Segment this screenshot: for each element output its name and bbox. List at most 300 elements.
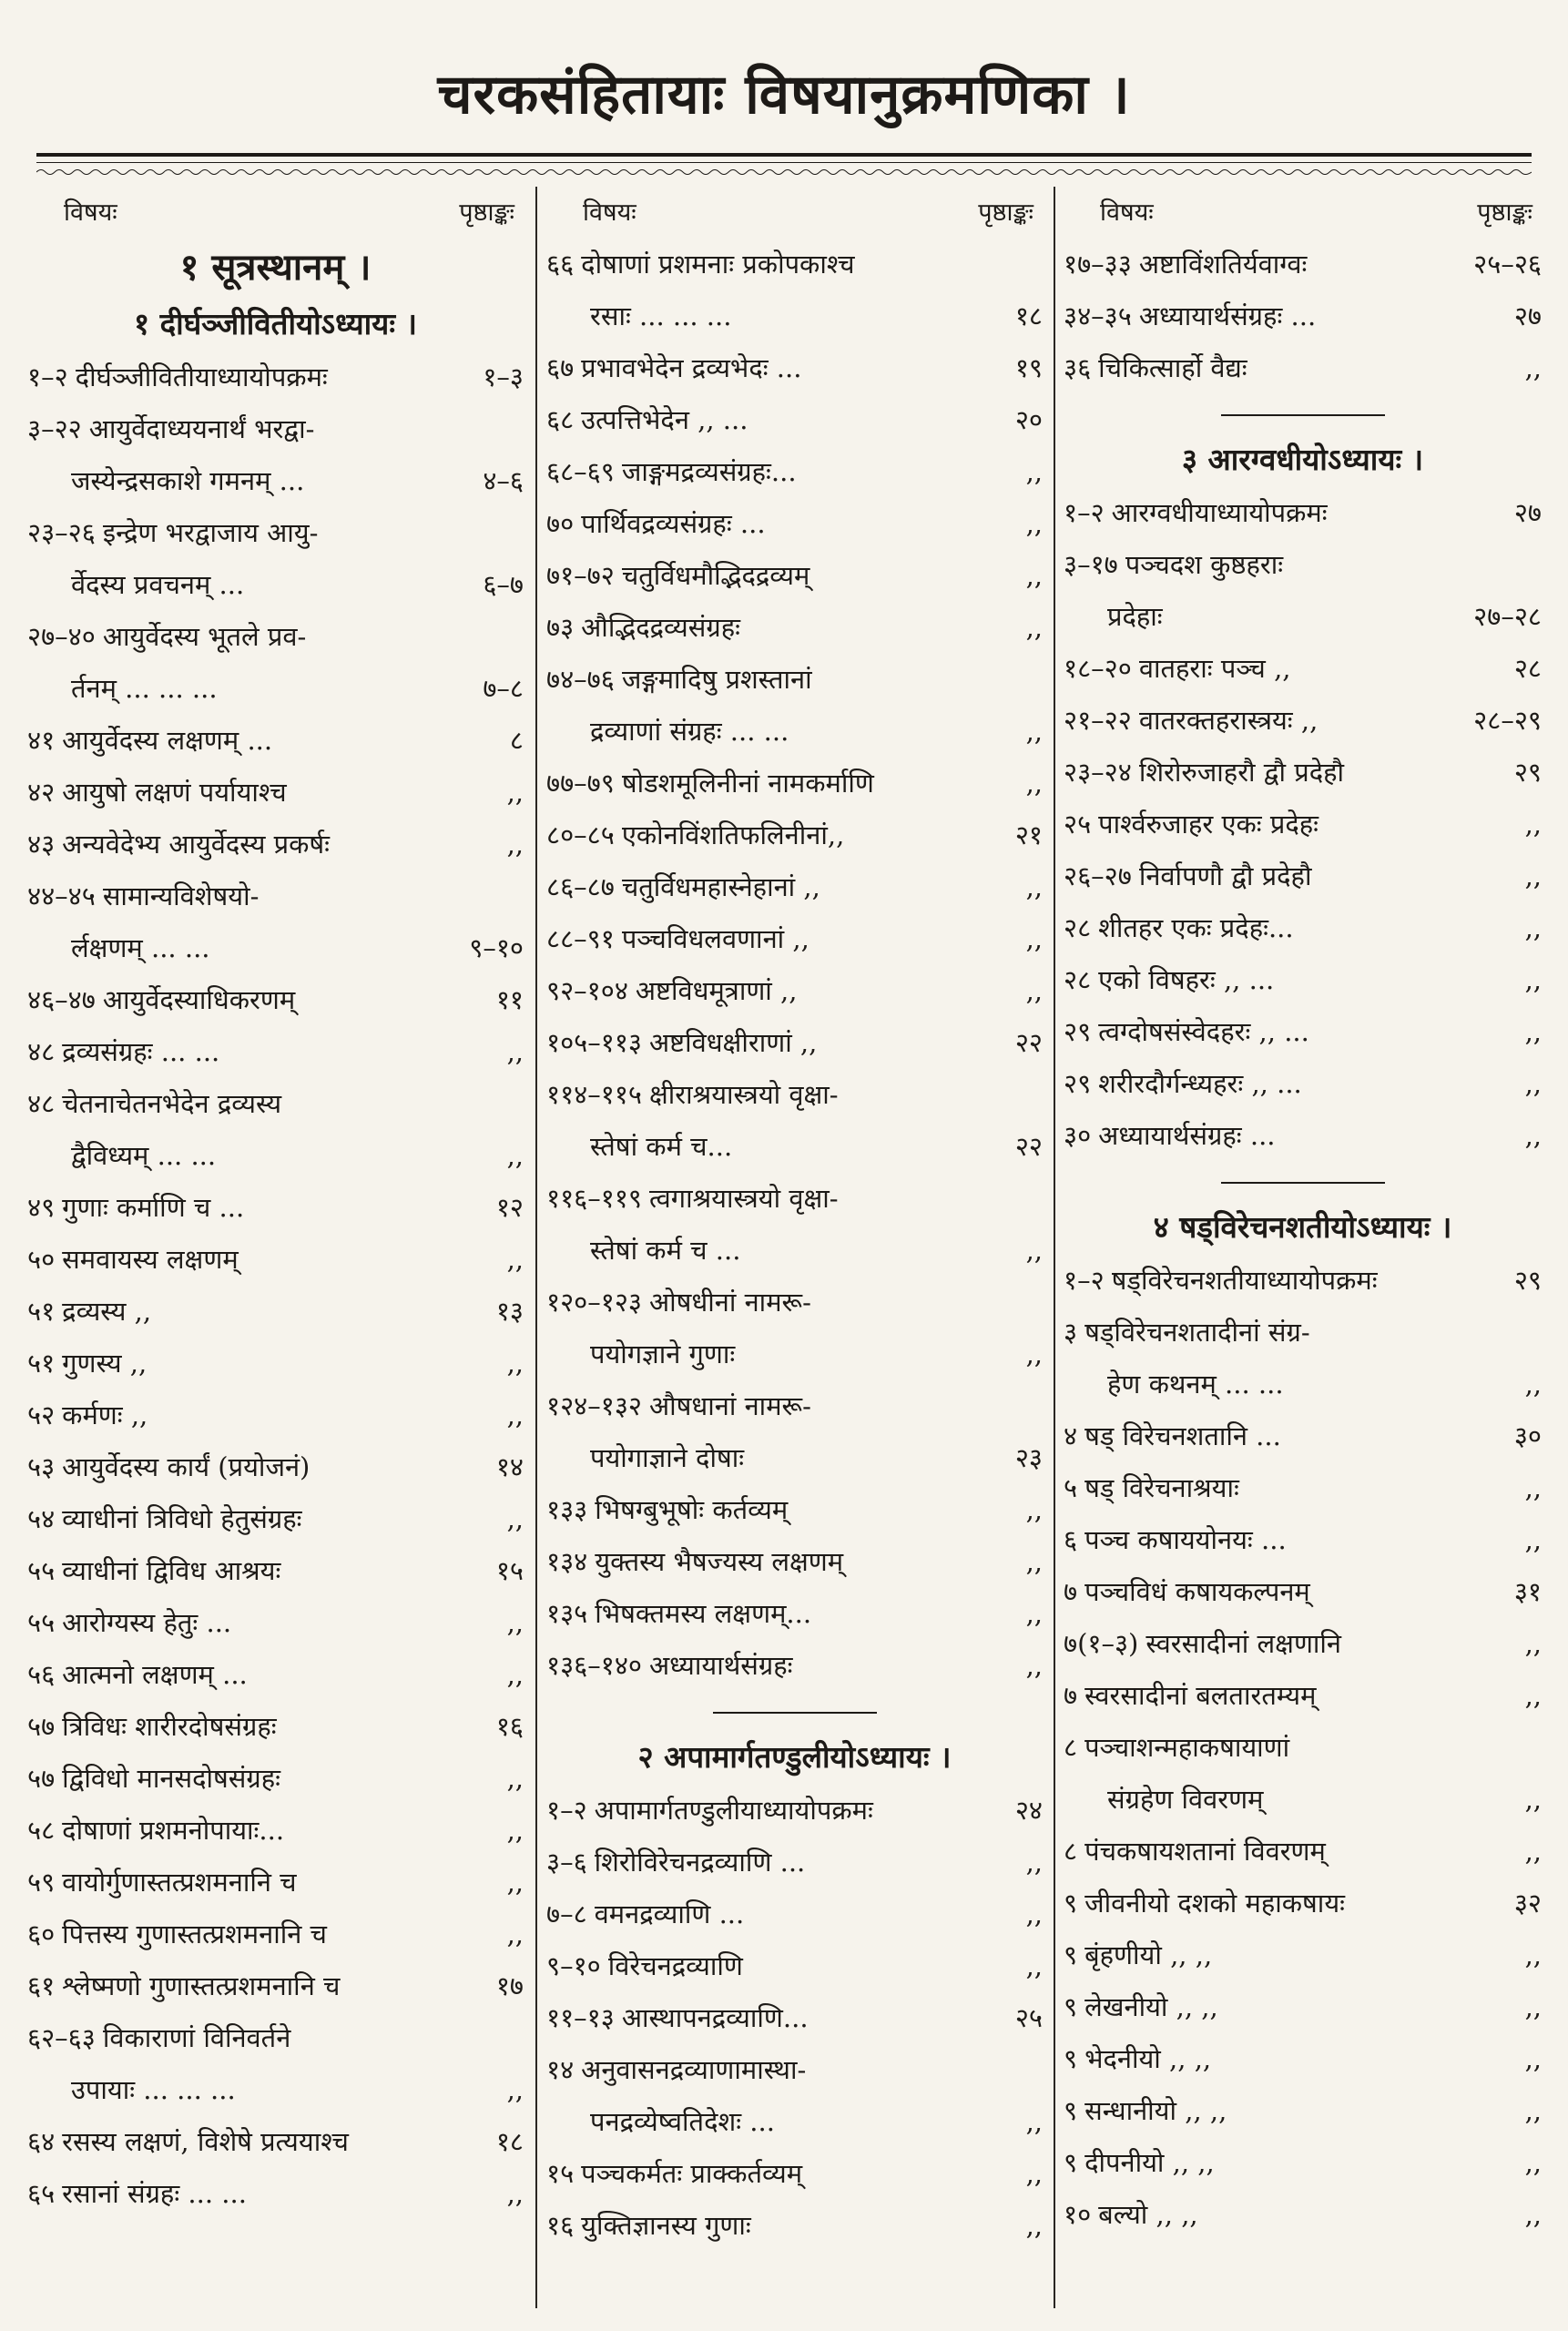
verse-range: १२४–१३२	[546, 1390, 642, 1421]
index-entry	[546, 1017, 1043, 1069]
page-number: २५–२६	[1473, 249, 1542, 280]
topic-text: अध्यायार्थसंग्रहः	[648, 1650, 793, 1681]
page-number: १२	[495, 1192, 524, 1223]
index-entry	[1064, 290, 1542, 342]
subject-heading: विषयः	[583, 198, 636, 227]
index-entry	[546, 550, 1043, 602]
verse-range: १८–२०	[1064, 653, 1132, 684]
verse-range: ४२	[27, 777, 56, 808]
topic-text: पञ्चविधं कषायकल्पनम्	[1084, 1576, 1310, 1607]
page-number: ,,	[1025, 1650, 1043, 1681]
page-number: ४–६	[483, 465, 524, 496]
page-heading: पृष्ठाङ्कः	[459, 198, 514, 227]
section-title: १ सूत्रस्थानम् ।	[179, 246, 372, 289]
topic-text: पञ्चाशन्महाकषायाणां	[1084, 1732, 1290, 1763]
index-entry	[1064, 1255, 1542, 1307]
verse-range: ५७	[27, 1711, 56, 1742]
topic-text: निर्वापणौ द्वौ प्रदेहौ	[1138, 860, 1312, 891]
topic-text: आयुर्वेदस्य भूतले प्रव-	[102, 621, 307, 652]
index-entry	[1064, 1359, 1542, 1410]
verse-range: ४	[1064, 1420, 1078, 1451]
page-number: ,,	[506, 1867, 524, 1898]
page-number: ,,	[1524, 2043, 1542, 2074]
topic-text: चेतनाचेतनभेदेन द्रव्यस्य	[62, 1088, 282, 1119]
topic-text: सन्धानीयो ,, ,,	[1084, 2095, 1227, 2126]
page-number: ,,	[1025, 768, 1043, 799]
topic-text: रसाः ... ... ...	[590, 300, 732, 331]
index-entry	[27, 974, 524, 1026]
index-entry	[27, 403, 524, 455]
page-number: ,,	[1025, 1847, 1043, 1878]
verse-range: ३	[1064, 1317, 1078, 1348]
verse-range: २९	[1064, 1068, 1092, 1099]
topic-text: भिषग्बुभूषोः कर्तव्यम्	[595, 1494, 789, 1525]
verse-range: १५	[546, 2158, 575, 2189]
index-entry	[546, 342, 1043, 394]
page-number: ,,	[506, 1400, 524, 1430]
index-entry	[546, 2044, 1043, 2096]
index-entry	[546, 1380, 1043, 1432]
verse-range: ७१–७२	[546, 560, 615, 591]
topic-text: युक्तस्य भैषज्यस्य लक्षणम्	[595, 1546, 844, 1577]
page-number: २१	[1014, 819, 1043, 850]
verse-range: ८	[1064, 1836, 1078, 1867]
topic-text: अनुवासनद्रव्याणामास्था-	[581, 2054, 807, 2085]
verse-range: ६१	[27, 1970, 56, 2001]
index-entry	[1064, 2189, 1542, 2241]
index-entry	[1064, 342, 1542, 394]
index-entry	[1064, 2085, 1542, 2137]
topic-text: वमनद्रव्याणि ...	[594, 1898, 745, 1929]
verse-range: १६	[546, 2210, 575, 2241]
verse-range: ३–१७	[1064, 549, 1118, 580]
topic-text: जङ्गमादिषु प्रशस्तानां	[621, 664, 812, 695]
index-entry	[27, 922, 524, 974]
index-entry	[546, 1888, 1043, 1940]
verse-range: २५	[1064, 809, 1092, 840]
topic-text: चतुर्विधमौद्भिदद्रव्यम्	[621, 560, 810, 591]
verse-range: ६	[1064, 1524, 1078, 1555]
page-number: १–३	[483, 361, 524, 392]
verse-range: ४१	[27, 725, 56, 756]
verse-range: १३५	[546, 1598, 588, 1629]
index-entry	[546, 654, 1043, 706]
entry-list	[1064, 487, 1542, 1162]
topic-text: अष्टविधक्षीराणां ,,	[648, 1027, 818, 1058]
index-entry	[546, 1432, 1043, 1484]
index-entry	[27, 2012, 524, 2064]
topic-text: शीतहर एकः प्रदेहः...	[1098, 912, 1294, 943]
verse-range: ९	[1064, 2147, 1078, 2178]
verse-range: ७	[1064, 1576, 1078, 1607]
topic-text: वातहराः पञ्च ,,	[1138, 653, 1291, 684]
index-entry	[1064, 1110, 1542, 1162]
topic-text: एकोनविंशतिफलिनीनां,,	[621, 819, 845, 850]
page-number: २३	[1014, 1442, 1043, 1473]
header-rule-wavy	[36, 168, 1532, 177]
topic-text: भिषक्तमस्य लक्षणम्...	[595, 1598, 812, 1629]
topic-text: पञ्च कषाययोनयः ...	[1084, 1524, 1287, 1555]
page-number: १६	[495, 1711, 524, 1742]
topic-text: दीर्घञ्जीवितीयाध्यायोपक्रमः	[75, 361, 328, 392]
verse-range: ७०	[546, 508, 575, 539]
index-entry	[546, 1328, 1043, 1380]
page-number: ,,	[1524, 1836, 1542, 1867]
page-number: ,,	[506, 829, 524, 860]
index-entry	[1064, 643, 1542, 695]
verse-range: ८०–८५	[546, 819, 615, 850]
index-entry	[27, 870, 524, 922]
index-entry	[546, 861, 1043, 913]
entry-list	[1064, 239, 1542, 394]
page-number: १५	[495, 1555, 524, 1586]
index-entry	[546, 1588, 1043, 1640]
verse-range: ७(१–३)	[1064, 1628, 1139, 1659]
index-entry	[1064, 2033, 1542, 2085]
verse-range: ९	[1064, 1991, 1078, 2022]
index-entry	[27, 1545, 524, 1597]
topic-text: द्विविधो मानसदोषसंग्रहः	[62, 1763, 280, 1794]
page-number: ,,	[1524, 1991, 1542, 2022]
topic-text: स्तेषां कर्म च ...	[590, 1235, 741, 1266]
page-number: ,,	[1524, 1784, 1542, 1815]
page-number: ,,	[1524, 1369, 1542, 1400]
index-entry	[27, 351, 524, 403]
topic-text: अध्यायार्थसंग्रहः ...	[1138, 300, 1317, 331]
verse-range: ५६	[27, 1659, 56, 1690]
topic-text: जाङ्गमद्रव्यसंग्रहः...	[621, 456, 797, 487]
topic-text: आस्थापनद्रव्याणि...	[621, 2002, 809, 2033]
chapter-separator	[1221, 414, 1385, 416]
index-entry	[546, 290, 1043, 342]
page-number: १९	[1014, 352, 1043, 383]
verse-range: ३६	[1064, 352, 1092, 383]
page-number: ,,	[506, 777, 524, 808]
page-number: ,,	[1524, 964, 1542, 995]
page-number: ,,	[1025, 2210, 1043, 2241]
index-entry	[27, 1286, 524, 1338]
topic-text: रसस्य लक्षणं, विशेषे प्रत्ययाश्च	[62, 2126, 349, 2157]
verse-range: ६५	[27, 2178, 56, 2209]
verse-range: ७४–७६	[546, 664, 615, 695]
page-number: १८	[495, 2126, 524, 2157]
index-entry	[27, 819, 524, 870]
page-number: ,,	[506, 2178, 524, 2209]
verse-range: ६४	[27, 2126, 56, 2157]
topic-text: प्रभावभेदेन द्रव्यभेदः ...	[581, 352, 802, 383]
verse-range: २१–२२	[1064, 705, 1132, 736]
index-entry	[1064, 1462, 1542, 1514]
page-number: ,,	[1025, 1235, 1043, 1266]
topic-text: सामान्यविशेषयो-	[102, 880, 260, 911]
page-number: १४	[495, 1451, 524, 1482]
topic-text: लेखनीयो ,, ,,	[1084, 1991, 1218, 2022]
verse-range: २६–२७	[1064, 860, 1132, 891]
page-number: २९	[1513, 1265, 1542, 1296]
verse-range: ६६	[546, 249, 575, 280]
page-number: ,,	[506, 1763, 524, 1794]
verse-range: ११४–११५	[546, 1079, 642, 1110]
entry-list	[1064, 1255, 1542, 2241]
index-entry	[546, 1277, 1043, 1328]
entry-list	[546, 1785, 1043, 2252]
index-entry	[27, 1597, 524, 1649]
page-number: १७	[495, 1970, 524, 2001]
verse-range: ४६–४७	[27, 984, 96, 1015]
index-entry	[1064, 1307, 1542, 1359]
verse-range: ५५	[27, 1607, 56, 1638]
verse-range: ११६–११९	[546, 1183, 642, 1214]
verse-range: १३३	[546, 1494, 588, 1525]
topic-text: पार्श्वरुजाहर एकः प्रदेहः	[1098, 809, 1319, 840]
index-entry	[546, 2148, 1043, 2200]
topic-text: विकाराणां विनिवर्तने	[102, 2022, 291, 2053]
topic-text: स्वरसादीनां लक्षणानि	[1145, 1628, 1342, 1659]
index-entry	[27, 663, 524, 715]
index-entry	[546, 1992, 1043, 2044]
index-entry	[546, 2096, 1043, 2148]
page-number: ,,	[1524, 1472, 1542, 1503]
page-number: ,,	[1524, 1524, 1542, 1555]
index-entry	[1064, 1006, 1542, 1058]
topic-text: आरोग्यस्य हेतुः ...	[62, 1607, 232, 1638]
page-number: ,,	[1524, 2147, 1542, 2178]
page-number: ,,	[506, 2074, 524, 2105]
page-number: ,,	[1025, 456, 1043, 487]
verse-range: ८	[1064, 1732, 1078, 1763]
subject-heading: विषयः	[64, 198, 117, 227]
index-entry	[546, 602, 1043, 654]
entry-list	[27, 351, 524, 2220]
topic-text: वातरक्तहरास्त्रयः ,,	[1138, 705, 1319, 736]
page-number: २८–२९	[1473, 705, 1542, 736]
index-entry	[1064, 695, 1542, 747]
verse-range: ५१	[27, 1348, 56, 1379]
index-entry	[27, 1078, 524, 1130]
topic-text: उत्पत्तिभेदेन ,, ...	[581, 404, 748, 435]
topic-text: अपामार्गतण्डुलीयाध्यायोपक्रमः	[594, 1795, 873, 1826]
verse-range: ५३	[27, 1451, 56, 1482]
index-entry	[546, 1225, 1043, 1277]
index-entry	[546, 1069, 1043, 1121]
index-column-3	[1064, 187, 1542, 2308]
topic-text: षड्विरेचनशतीयाध्यायोपक्रमः	[1111, 1265, 1378, 1296]
verse-range: ५४	[27, 1503, 56, 1534]
topic-text: चिकित्सार्हो वैद्यः	[1098, 352, 1247, 383]
page-number: ,,	[1025, 871, 1043, 902]
page-number: ,,	[506, 1348, 524, 1379]
page-number: ,,	[1524, 1016, 1542, 1047]
index-entry	[27, 1389, 524, 1441]
page-number: ,,	[506, 1503, 524, 1534]
verse-range: ९	[1064, 1888, 1078, 1919]
page-number: ,,	[1524, 2095, 1542, 2126]
page-number: २५	[1014, 2002, 1043, 2033]
index-entry	[1064, 1981, 1542, 2033]
topic-text: स्वरसादीनां बलतारतम्यम्	[1084, 1680, 1317, 1711]
verse-range: २८	[1064, 912, 1092, 943]
topic-text: कर्मणः ,,	[62, 1400, 148, 1430]
index-entry	[1064, 747, 1542, 799]
index-entry	[27, 1753, 524, 1805]
topic-text: पंचकषायशतानां विवरणम्	[1084, 1836, 1326, 1867]
index-entry	[546, 1785, 1043, 1837]
verse-range: ६७	[546, 352, 575, 383]
index-entry	[27, 2064, 524, 2116]
index-entry	[27, 1701, 524, 1753]
page-number: ,,	[1524, 912, 1542, 943]
subject-heading: विषयः	[1100, 198, 1154, 227]
topic-text: आयुर्वेदस्याधिकरणम्	[102, 984, 296, 1015]
index-entry	[546, 1121, 1043, 1173]
index-entry	[546, 446, 1043, 498]
verse-range: १–२	[1064, 1265, 1105, 1296]
verse-range: ९	[1064, 2095, 1078, 2126]
topic-text: षड्विरेचनशतादीनां संग्र-	[1084, 1317, 1310, 1348]
verse-range: ८६–८७	[546, 871, 615, 902]
verse-range: १३६–१४०	[546, 1650, 642, 1681]
topic-text: एको विषहरः ,, ...	[1098, 964, 1275, 995]
chapter-title: ४ षड्विरेचनशतीयोऽध्यायः ।	[1153, 1209, 1452, 1245]
index-entry	[546, 498, 1043, 550]
topic-text: व्याधीनां त्रिविधो हेतुसंग्रहः	[62, 1503, 302, 1534]
index-entry	[546, 706, 1043, 758]
topic-text: दीपनीयो ,, ,,	[1084, 2147, 1215, 2178]
verse-range: १–२	[1064, 497, 1105, 528]
topic-text: द्वैविध्यम् ... ...	[71, 1140, 217, 1171]
topic-text: वायोर्गुणास्तत्प्रशमनानि च	[62, 1867, 297, 1898]
index-entry	[1064, 1410, 1542, 1462]
page-number: १८	[1014, 300, 1043, 331]
page-number: ,,	[1025, 612, 1043, 643]
index-entry	[27, 1130, 524, 1182]
topic-text: बृंहणीयो ,, ,,	[1084, 1939, 1213, 1970]
page-number: ३१	[1513, 1576, 1542, 1607]
verse-range: १–२	[27, 361, 68, 392]
topic-text: पयोगज्ञाने गुणाः	[590, 1339, 736, 1369]
index-entry	[546, 913, 1043, 965]
index-entry	[546, 239, 1043, 290]
topic-text: दोषाणां प्रशमनाः प्रकोपकाश्च	[581, 249, 855, 280]
page-number: ९–१०	[469, 932, 524, 963]
verse-range: ८८–९१	[546, 923, 615, 954]
page-heading: पृष्ठाङ्कः	[978, 198, 1033, 227]
topic-text: युक्तिज्ञानस्य गुणाः	[581, 2210, 751, 2241]
verse-range: ४४–४५	[27, 880, 96, 911]
index-entry	[1064, 487, 1542, 539]
verse-range: १२०–१२३	[546, 1287, 642, 1318]
chapter-title: १ दीर्घञ्जीवितीयोऽध्यायः ।	[133, 306, 417, 341]
index-entry	[546, 1173, 1043, 1225]
index-entry	[27, 1857, 524, 1909]
verse-range: ४८	[27, 1088, 56, 1119]
page-number: २७	[1513, 300, 1542, 331]
page-number: ,,	[1524, 352, 1542, 383]
topic-text: भेदनीयो ,, ,,	[1084, 2043, 1212, 2074]
topic-text: श्लेष्मणो गुणास्तत्प्रशमनानि च	[62, 1970, 341, 2001]
verse-range: ५२	[27, 1400, 56, 1430]
column-header	[1064, 187, 1542, 239]
topic-text: शिरोरुजाहरौ द्वौ प्रदेहौ	[1138, 757, 1345, 788]
page-number: ,,	[506, 1607, 524, 1638]
page-number: ११	[495, 984, 524, 1015]
topic-text: रसानां संग्रहः ... ...	[62, 2178, 247, 2209]
column-divider	[535, 187, 537, 2308]
topic-text: जीवनीयो दशको महाकषायः	[1084, 1888, 1345, 1919]
page-number: ,,	[1524, 1680, 1542, 1711]
page-number: २२	[1014, 1131, 1043, 1162]
index-entry	[1064, 1722, 1542, 1774]
column-header	[546, 187, 1043, 239]
verse-range: ७३	[546, 612, 575, 643]
page-number: ,,	[1025, 1598, 1043, 1629]
verse-range: २३–२६	[27, 517, 96, 548]
index-entry	[1064, 1058, 1542, 1110]
page-number: ,,	[1025, 975, 1043, 1006]
chapter-title: २ अपामार्गतण्डुलीयोऽध्यायः ।	[637, 1739, 952, 1775]
page-number: २०	[1014, 404, 1043, 435]
verse-range: १–२	[546, 1795, 587, 1826]
verse-range: ६८	[546, 404, 575, 435]
topic-text: पयोगाज्ञाने दोषाः	[590, 1442, 745, 1473]
page-number: २४	[1014, 1795, 1043, 1826]
topic-text: उपायाः ... ... ...	[71, 2074, 236, 2105]
index-entry	[27, 1441, 524, 1493]
index-entry	[1064, 591, 1542, 643]
index-entry	[27, 1649, 524, 1701]
verse-range: ५१	[27, 1296, 56, 1327]
topic-text: आरग्वधीयाध्यायोपक्रमः	[1111, 497, 1328, 528]
topic-text: आयुर्वेदस्य कार्यं (प्रयोजनं)	[62, 1451, 311, 1482]
page-number: ,,	[1025, 508, 1043, 539]
topic-text: अन्यवेदेभ्य आयुर्वेदस्य प्रकर्षः	[62, 829, 331, 860]
verse-range: ४९	[27, 1192, 56, 1223]
topic-text: गुणस्य ,,	[62, 1348, 148, 1379]
topic-text: त्रिविधः शारीरदोषसंग्रहः	[62, 1711, 277, 1742]
topic-text: आयुषो लक्षणं पर्यायाश्च	[62, 777, 287, 808]
index-entry	[27, 1805, 524, 1857]
index-entry	[546, 758, 1043, 809]
topic-text: दोषाणां प्रशमनोपायाः...	[62, 1815, 285, 1846]
page-number: २९	[1513, 757, 1542, 788]
page-number: ,,	[1524, 2199, 1542, 2230]
verse-range: १४	[546, 2054, 575, 2085]
topic-text: पार्थिवद्रव्यसंग्रहः ...	[581, 508, 766, 539]
chapter-title: ३ आरग्वधीयोऽध्यायः ।	[1181, 442, 1424, 477]
index-entry	[546, 1940, 1043, 1992]
page-number: २२	[1014, 1027, 1043, 1058]
page-number: ,,	[1524, 860, 1542, 891]
index-column-2	[546, 187, 1043, 2308]
verse-range: ३०	[1064, 1120, 1092, 1151]
verse-range: ३–६	[546, 1847, 587, 1878]
topic-text: पञ्चविधलवणानां ,,	[621, 923, 809, 954]
topic-text: आत्मनो लक्षणम् ...	[62, 1659, 248, 1690]
topic-text: पञ्चदश कुष्ठहराः	[1125, 549, 1284, 580]
topic-text: र्तनम् ... ... ...	[71, 673, 218, 704]
verse-range: ७–८	[546, 1898, 587, 1929]
index-entry	[546, 965, 1043, 1017]
topic-text: क्षीराश्रयास्त्रयो वृक्षा-	[648, 1079, 839, 1110]
topic-text: आयुर्वेदस्य लक्षणम् ...	[62, 725, 273, 756]
topic-text: इन्द्रेण भरद्वाजाय आयु-	[102, 517, 319, 548]
topic-text: शरीरदौर्गन्ध्यहरः ,, ...	[1098, 1068, 1302, 1099]
page-number: ,,	[1025, 1546, 1043, 1577]
page-number: ,,	[1524, 1120, 1542, 1151]
verse-range: ७	[1064, 1680, 1078, 1711]
index-entry	[1064, 2137, 1542, 2189]
verse-range: ६२–६३	[27, 2022, 96, 2053]
